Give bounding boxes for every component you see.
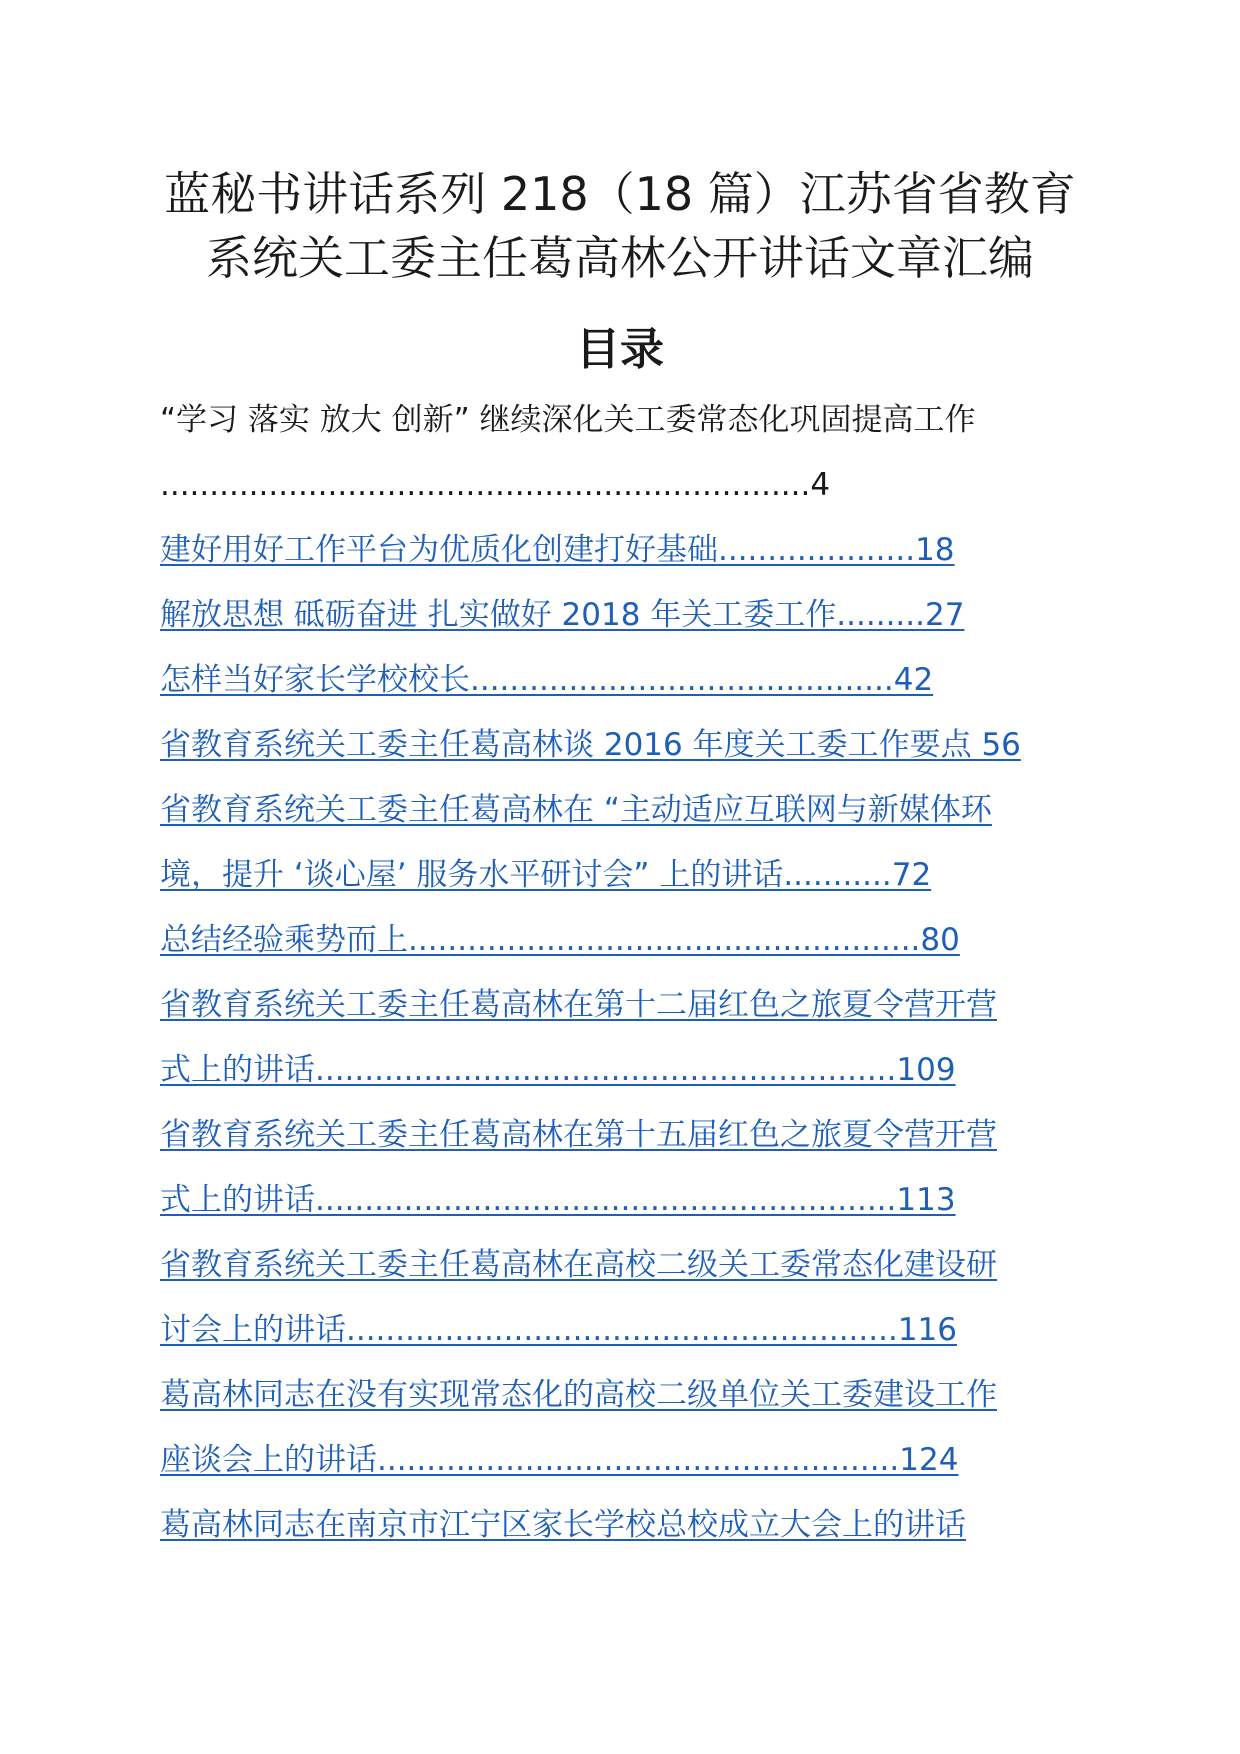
toc-entry-7[interactable]: 总结经验乘势而上....................................................80 [160, 922, 960, 958]
toc-entry-11-line-1[interactable]: 葛高林同志在没有实现常态化的高校二级单位关工委建设工作 [160, 1377, 997, 1413]
toc-entry-3[interactable]: 解放思想 砥砺奋进 扎实做好 2018 年关工委工作.........27 [160, 597, 965, 633]
table-of-contents [160, 388, 1160, 1558]
toc-entry-9-line-2[interactable]: 式上的讲话...........................................................113 [160, 1182, 956, 1218]
toc-entry-2[interactable]: 建好用好工作平台为优质化创建打好基础....................18 [160, 532, 955, 568]
toc-entry-4[interactable]: 怎样当好家长学校校长...........................................42 [160, 662, 934, 698]
toc-heading: 目录 [576, 324, 664, 375]
toc-entry-11-line-2[interactable]: 座谈会上的讲话.....................................................124 [160, 1442, 959, 1478]
toc-entry-6-line-2[interactable]: 境，提升 ‘谈心屋’ 服务水平研讨会” 上的讲话...........72 [160, 857, 932, 893]
toc-entry-1-title: “学习 落实 放大 创新” 继续深化关工委常态化巩固提高工作 [160, 402, 976, 438]
toc-entry-1-leader: ..................................................................4 [160, 467, 831, 503]
document-title-line-2: 系统关工委主任葛高林公开讲话文章汇编 [206, 231, 1034, 285]
toc-entry-8-line-1[interactable]: 省教育系统关工委主任葛高林在第十二届红色之旅夏令营开营 [160, 987, 997, 1023]
document-title [150, 162, 1090, 290]
toc-entry-10-line-1[interactable]: 省教育系统关工委主任葛高林在高校二级关工委常态化建设研 [160, 1247, 997, 1283]
toc-entry-8-line-2[interactable]: 式上的讲话...........................................................109 [160, 1052, 956, 1088]
toc-entry-12[interactable]: 葛高林同志在南京市江宁区家长学校总校成立大会上的讲话 [160, 1507, 966, 1543]
document-title-line-1: 蓝秘书讲话系列 218（18 篇）江苏省省教育 [164, 167, 1076, 221]
toc-entry-5[interactable]: 省教育系统关工委主任葛高林谈 2016 年度关工委工作要点 56 [160, 727, 1021, 763]
toc-entry-10-line-2[interactable]: 讨会上的讲话........................................................116 [160, 1312, 957, 1348]
toc-entry-9-line-1[interactable]: 省教育系统关工委主任葛高林在第十五届红色之旅夏令营开营 [160, 1117, 997, 1153]
toc-entry-6-line-1[interactable]: 省教育系统关工委主任葛高林在 “主动适应互联网与新媒体环 [160, 792, 992, 828]
